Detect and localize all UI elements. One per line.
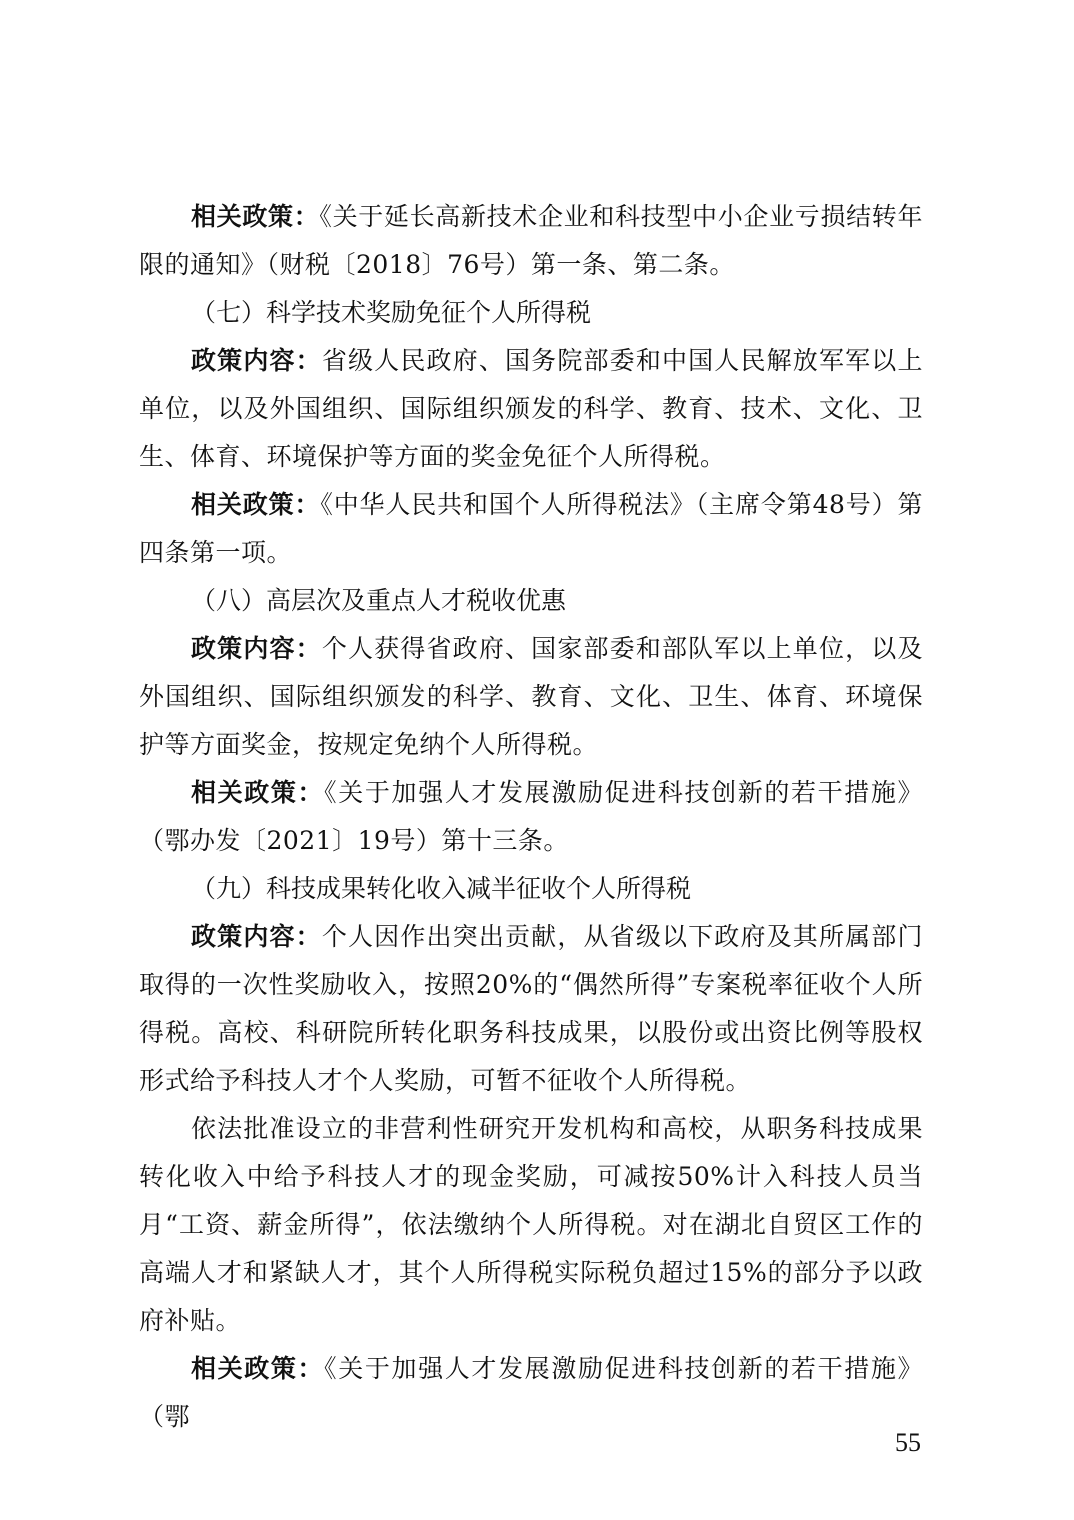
paragraph-text: 个人因作出突出贡献，从省级以下政府及其所属部门取得的一次性奖励收入，按照20%的“偶然所得”专案税率征收个人所得税。高校、科研院所转化职务科技成果，以股份或出资比例等股权形式给予科技人才个人奖励，可暂不征收个人所得税。 (139, 922, 923, 1095)
paragraph-text: 《关于加强人才发展激励促进科技创新的若干措施》（鄂办发〔2021〕19号）第十三条。 (139, 778, 923, 855)
paragraph-label: 相关政策： (191, 490, 321, 519)
paragraph-policy-content-8 (139, 625, 923, 769)
paragraph-label: 政策内容： (191, 346, 322, 375)
paragraph-text: 个人获得省政府、国家部委和部队军以上单位，以及外国组织、国际组织颁发的科学、教育、文化、卫生、体育、环境保护等方面奖金，按规定免纳个人所得税。 (139, 634, 923, 759)
paragraph-policy-content-9 (139, 913, 923, 1105)
paragraph-related-policy-8 (139, 769, 923, 865)
paragraph-policy-content-7 (139, 337, 923, 481)
section-heading-9: （九）科技成果转化收入减半征收个人所得税 (191, 874, 692, 903)
paragraph-related-policy-9 (139, 1345, 923, 1441)
paragraph-text: 依法批准设立的非营利性研究开发机构和高校，从职务科技成果转化收入中给予科技人才的现金奖励，可减按50%计入科技人员当月“工资、薪金所得”，依法缴纳个人所得税。对在湖北自贸区工作的高端人才和紧缺人才，其个人所得税实际税负超过15%的部分予以政府补贴。 (139, 1114, 923, 1335)
paragraph-text: 《关于延长高新技术企业和科技型中小企业亏损结转年限的通知》（财税〔2018〕76号）第一条、第二条。 (139, 202, 923, 279)
paragraph-policy-content-9-continued (139, 1105, 923, 1345)
paragraph-text: 省级人民政府、国务院部委和中国人民解放军军以上单位，以及外国组织、国际组织颁发的科学、教育、技术、文化、卫生、体育、环境保护等方面的奖金免征个人所得税。 (139, 346, 923, 471)
page-number: 55 (895, 1428, 921, 1457)
paragraph-label: 相关政策： (191, 202, 320, 231)
paragraph-label: 政策内容： (191, 634, 322, 663)
paragraph-text: 《中华人民共和国个人所得税法》（主席令第48号）第四条第一项。 (139, 490, 923, 567)
paragraph-label: 政策内容： (191, 922, 322, 951)
section-heading-7: （七）科学技术奖励免征个人所得税 (191, 298, 592, 327)
paragraph-label: 相关政策： (191, 778, 325, 807)
paragraph-text: 《关于加强人才发展激励促进科技创新的若干措施》（鄂 (139, 1354, 923, 1431)
paragraph-related-policy-loss-carryover (139, 193, 923, 289)
paragraph-label: 相关政策： (191, 1354, 325, 1383)
document-body (139, 193, 923, 1441)
section-heading-8: （八）高层次及重点人才税收优惠 (191, 586, 567, 615)
paragraph-related-policy-7 (139, 481, 923, 577)
